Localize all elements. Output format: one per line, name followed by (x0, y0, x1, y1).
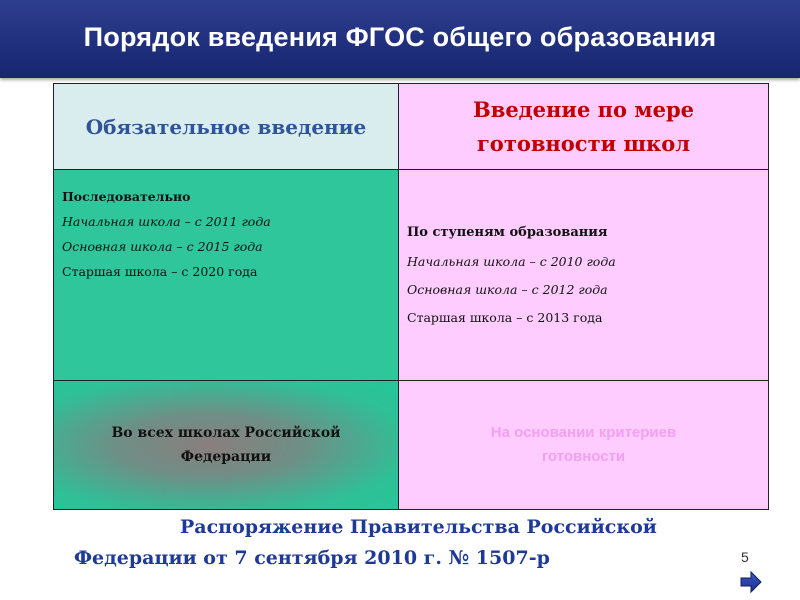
arrow-right-icon (739, 570, 763, 594)
all-schools-line2: Федерации (180, 449, 272, 465)
stages-item: Основная школа – с 2012 года (407, 282, 608, 297)
stages-cell (399, 170, 769, 381)
title-bar (0, 0, 800, 78)
page-number: 5 (741, 549, 749, 565)
header-readiness (399, 84, 769, 170)
decree-line1: Распоряжение Правительства Российской (180, 516, 657, 538)
criteria-line1: На основании критериев (490, 424, 677, 441)
sequential-heading: Последовательно (62, 189, 191, 204)
comparison-table (53, 83, 769, 510)
slide-title: Порядок введения ФГОС общего образования (83, 22, 717, 52)
sequential-item: Начальная школа – с 2011 года (62, 214, 271, 229)
all-schools-line1: Во всех школах Российской (111, 425, 341, 441)
header-readiness-line1: Введение по мере (472, 96, 694, 122)
sequential-cell (54, 170, 399, 381)
sequential-item: Основная школа – с 2015 года (62, 239, 263, 254)
sequential-item: Старшая школа – с 2020 года (62, 264, 258, 279)
header-mandatory (54, 84, 399, 170)
criteria-cell (399, 381, 769, 510)
next-slide-button[interactable] (739, 570, 763, 594)
stages-item: Начальная школа – с 2010 года (407, 254, 616, 269)
all-schools-cell (54, 381, 399, 510)
header-readiness-line2: готовности школ (476, 130, 691, 156)
stages-item: Старшая школа – с 2013 года (407, 310, 603, 325)
stages-heading: По ступеням образования (407, 225, 608, 240)
header-mandatory-text: Обязательное введение (85, 114, 367, 139)
decree-reference (60, 512, 700, 574)
criteria-line2: готовности (541, 448, 626, 465)
decree-line2: Федерации от 7 сентября 2010 г. № 1507-р (74, 547, 550, 569)
